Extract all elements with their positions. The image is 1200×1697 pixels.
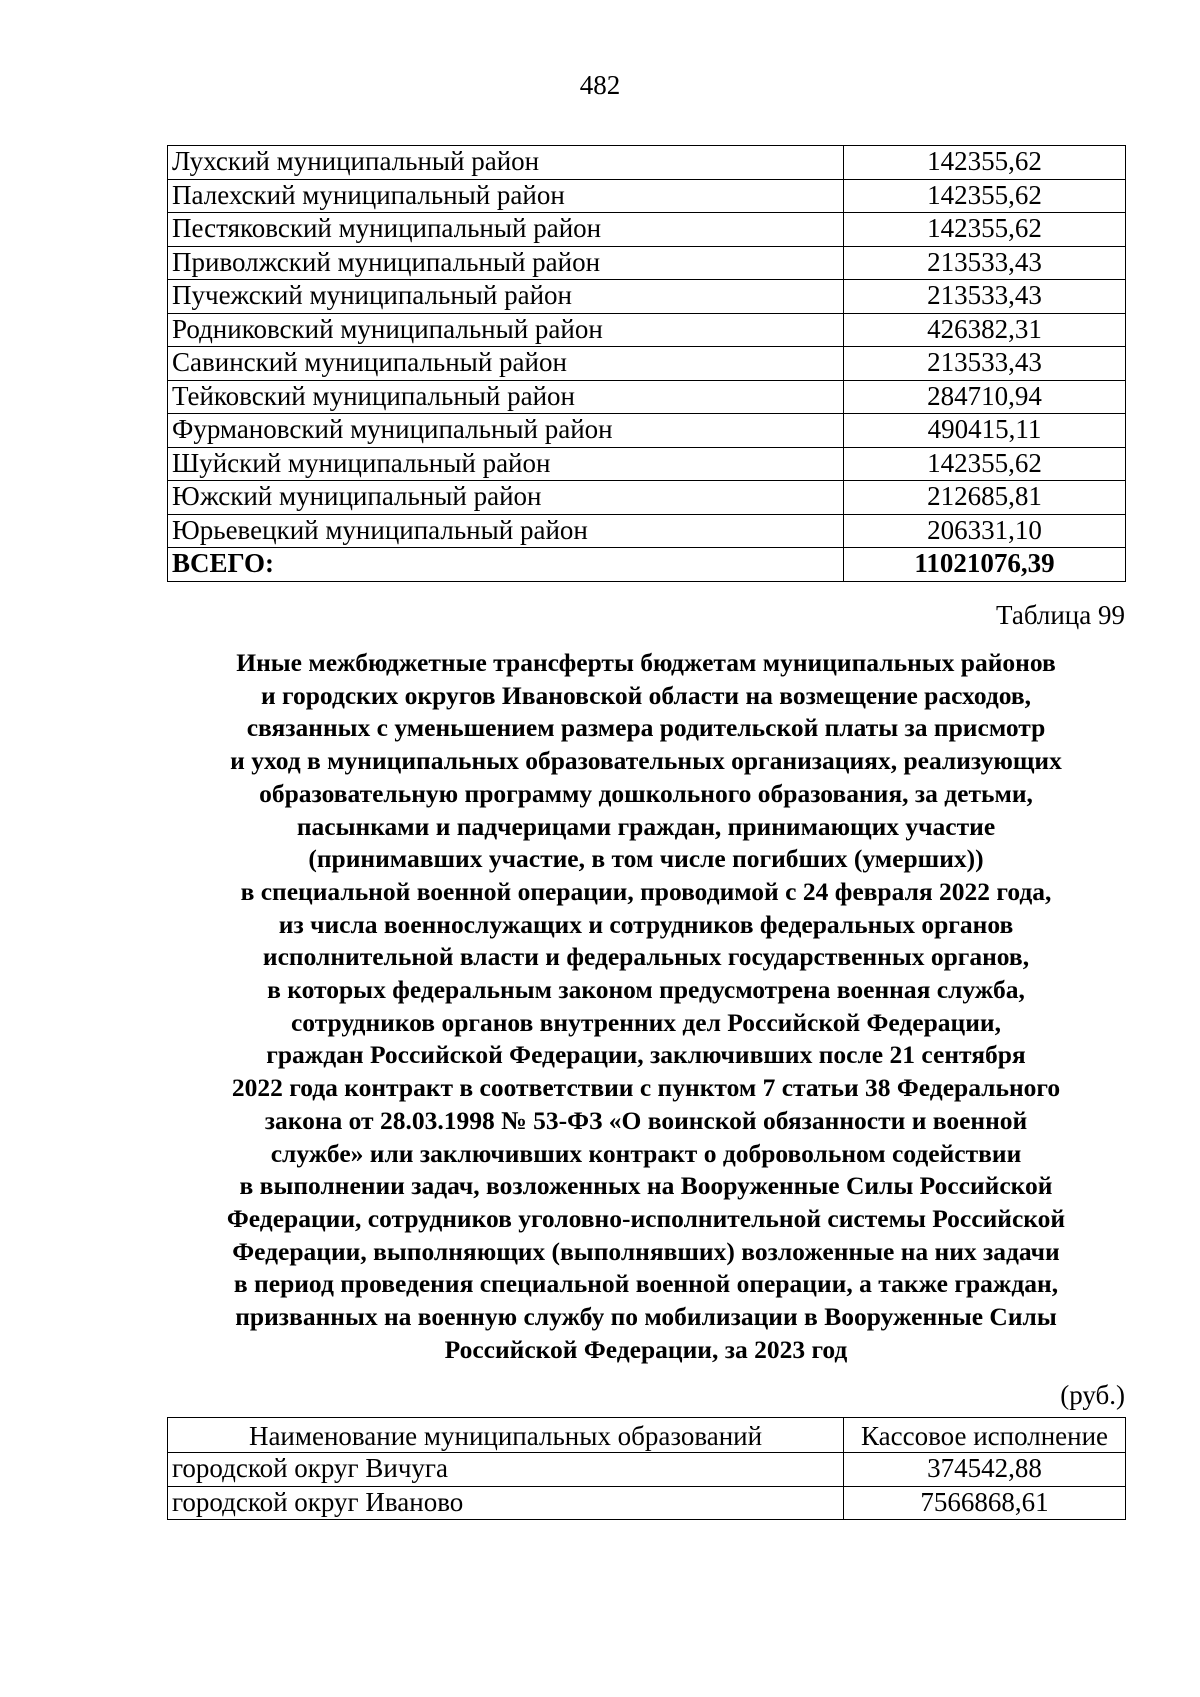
municipality-name: Пучежский муниципальный район [168, 280, 844, 314]
municipality-name: Палехский муниципальный район [168, 179, 844, 213]
amount-value: 142355,62 [844, 146, 1126, 180]
total-value: 11021076,39 [844, 548, 1126, 582]
municipality-name: городской округ Иваново [168, 1486, 844, 1520]
municipality-name: Савинский муниципальный район [168, 347, 844, 381]
amount-value: 212685,81 [844, 481, 1126, 515]
table-row [168, 246, 1126, 280]
amount-value: 213533,43 [844, 347, 1126, 381]
page-number: 482 [579, 70, 621, 100]
municipality-name: Лухский муниципальный район [168, 146, 844, 180]
amount-value: 142355,62 [844, 447, 1126, 481]
municipality-name: Юрьевецкий муниципальный район [168, 514, 844, 548]
municipality-name: Тейковский муниципальный район [168, 380, 844, 414]
table-row [168, 380, 1126, 414]
table-header-row [168, 1418, 1126, 1453]
table-row [168, 179, 1126, 213]
table-row [168, 313, 1126, 347]
table-row [168, 280, 1126, 314]
table-row [168, 1486, 1126, 1520]
municipality-name: Шуйский муниципальный район [168, 447, 844, 481]
municipality-name: Родниковский муниципальный район [168, 313, 844, 347]
municipality-name: Фурмановский муниципальный район [168, 414, 844, 448]
column-header-value: Кассовое исполнение [844, 1418, 1126, 1453]
column-header-name: Наименование муниципальных образований [168, 1418, 844, 1453]
municipality-name: городской округ Вичуга [168, 1453, 844, 1487]
allocation-table-continued [167, 145, 1126, 582]
table-row [168, 213, 1126, 247]
table-row [168, 414, 1126, 448]
amount-value: 426382,31 [844, 313, 1126, 347]
amount-value: 490415,11 [844, 414, 1126, 448]
table-row [168, 447, 1126, 481]
amount-value: 206331,10 [844, 514, 1126, 548]
total-row [168, 548, 1126, 582]
table-row [168, 347, 1126, 381]
table-row [168, 514, 1126, 548]
amount-value: 142355,62 [844, 213, 1126, 247]
amount-value: 374542,88 [844, 1453, 1126, 1487]
table-number-label: Таблица 99 [996, 600, 1125, 630]
transfers-table [167, 1417, 1126, 1520]
table-row [168, 146, 1126, 180]
amount-value: 7566868,61 [844, 1486, 1126, 1520]
amount-value: 142355,62 [844, 179, 1126, 213]
amount-value: 284710,94 [844, 380, 1126, 414]
amount-value: 213533,43 [844, 280, 1126, 314]
municipality-name: Южский муниципальный район [168, 481, 844, 515]
table-row [168, 481, 1126, 515]
table-row [168, 1453, 1126, 1487]
amount-value: 213533,43 [844, 246, 1126, 280]
table-caption: Иные межбюджетные трансферты бюджетам муниципальных районов и городских округов Ивановской области на возмещение расходов, связанных с уменьшением размера родительской платы за присмотр и уход в муниципальных образовательных организациях, реализующих образовательную программу дошкольного образования, за детьми, пасынками и падчерицами граждан, принимающих участие (принимавших участие, в том числе погибших (умерших)) в специальной военной операции, проводимой с 24 февраля 2022 года, из числа военнослужащих и сотрудников федеральных органов исполнительной власти и федеральных государственных органов, в которых федеральным законом предусмотрена военная служба, сотрудников органов внутренних дел Российской Федерации, граждан Российской Федерации, заключивших после 21 сентября 2022 года контракт в соответствии с пунктом 7 статьи 38 Федерального закона от 28.03.1998 № 53-ФЗ «О воинской обязанности и военной службе» или заключивших контракт о добровольном содействии в выполнении задач, возложенных на Вооруженные Силы Российской Федерации, сотрудников уголовно-исполнительной системы Российской Федерации, выполняющих (выполнявших) возложенные на них задачи в период проведения специальной военной операции, а также граждан, призванных на военную службу по мобилизации в Вооруженные Силы Российской Федерации, за 2023 год [226, 648, 1066, 1364]
unit-label: (руб.) [1060, 1380, 1125, 1410]
total-label: ВСЕГО: [168, 548, 844, 582]
municipality-name: Пестяковский муниципальный район [168, 213, 844, 247]
municipality-name: Приволжский муниципальный район [168, 246, 844, 280]
